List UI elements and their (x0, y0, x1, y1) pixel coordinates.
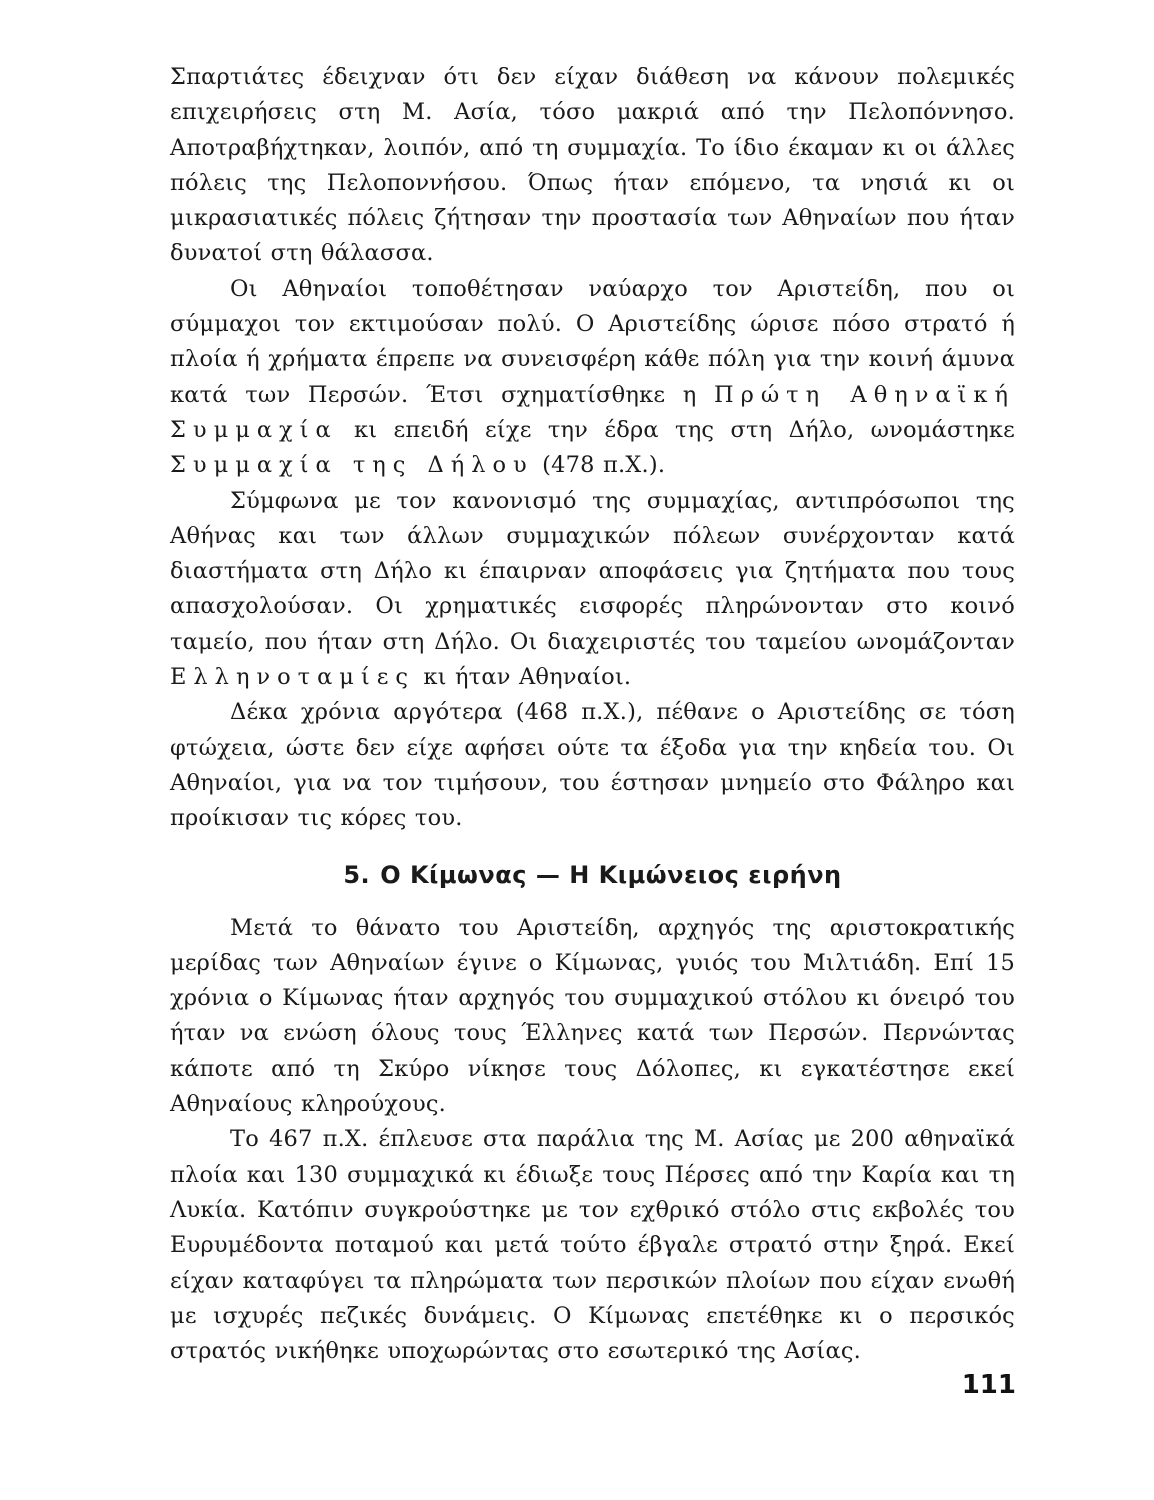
section-number: 5. (343, 860, 371, 889)
term-delian-league: Συμμαχία της Δήλου (170, 452, 534, 479)
paragraph-3-text-c: κι ήταν Αθηναίοι. (423, 664, 632, 691)
paragraph-2-text-a: Οι Αθηναίοι τοποθέτησαν ναύαρχο τον Αριστείδη, που οι σύμμαχοι τον εκτιμούσαν πολύ. Ο Αριστείδης ώρισε πόσο στρατό ή πλοία ή χρήματα έπρεπε να συνεισφέρη κάθε πόλη για την κοινή άμυνα κατά των Περσών. Έτσι σχηματίσθηκε η (170, 275, 1015, 408)
paragraph-1 (170, 60, 1015, 272)
term-hellenotamiai: Ελληνοταμίες (170, 664, 415, 691)
paragraph-1-text: Σπαρτιάτες έδειχναν ότι δεν είχαν διάθεση να κάνουν πολεμικές επιχειρήσεις στη Μ. Ασία, τόσο μακριά από την Πελοπόννησο. Αποτραβήχτηκαν, λοιπόν, από τη συμμαχία. Το ίδιο έκαμαν κι οι άλλες πόλεις της Πελοποννήσου. Όπως ήταν επόμενο, τα νησιά κι οι μικρασιατικές πόλεις ζήτησαν την προστασία των Αθηναίων που ήταν δυνατοί στη θάλασσα. (170, 64, 1015, 267)
section-title: Ο Κίμωνας — Η Κιμώνειος ειρήνη (380, 860, 842, 889)
paragraph-3 (170, 484, 1015, 696)
section-paragraph-2 (170, 1122, 1015, 1369)
paragraph-2-date: (478 π.Χ.). (542, 452, 666, 479)
section-paragraph-2-text: Το 467 π.Χ. έπλευσε στα παράλια της Μ. Ασίας με 200 αθηναϊκά πλοία και 130 συμμαχικά κι έδιωξε τους Πέρσες από την Καρία και τη Λυκία. Κατόπιν συγκρούστηκε με τον εχθρικό στόλο στις εκβολές του Ευρυμέδοντα ποταμού και μετά τούτο έβγαλε στρατό στην ξηρά. Εκεί είχαν καταφύγει τα πληρώματα των περσικών πλοίων που είχαν ενωθή με ισχυρές πεζικές δυνάμεις. Ο Κίμωνας επετέθηκε κι ο περσικός στρατός νικήθηκε υποχωρώντας στο εσωτερικό της Ασίας. (170, 1126, 1015, 1365)
term-first-athenian-alliance: Πρώτη Αθηναϊκή Συμμαχία (170, 381, 1015, 443)
paragraph-2-text-c: κι επειδή είχε την έδρα της στη Δήλο, ωνομάστηκε (353, 416, 1016, 443)
paragraph-4 (170, 695, 1015, 836)
book-page (170, 60, 1015, 1369)
paragraph-2 (170, 272, 1015, 484)
section-paragraph-1 (170, 911, 1015, 1123)
page-number: 111 (961, 1370, 1016, 1400)
paragraph-3-text-a: Σύμφωνα με τον κανονισμό της συμμαχίας, αντιπρόσωποι της Αθήνας και των άλλων συμμαχικών πόλεων συνέρχονταν κατά διαστήματα στη Δήλο κι έπαιρναν αποφάσεις για ζητήματα που τους απασχολούσαν. Οι χρηματικές εισφορές πληρώνονταν στο κοινό ταμείο, που ήταν στη Δήλο. Οι διαχειριστές του ταμείου ωνομάζονταν (170, 487, 1015, 655)
section-heading (170, 857, 1015, 893)
section-paragraph-1-text: Μετά το θάνατο του Αριστείδη, αρχηγός της αριστοκρατικής μερίδας των Αθηναίων έγινε ο Κίμωνας, γυιός του Μιλτιάδη. Επί 15 χρόνια ο Κίμωνας ήταν αρχηγός του συμμαχικού στόλου κι όνειρό του ήταν να ενώση όλους τους Έλληνες κατά των Περσών. Περνώντας κάποτε από τη Σκύρο νίκησε τους Δόλοπες, κι εγκατέστησε εκεί Αθηναίους κληρούχους. (170, 914, 1015, 1118)
paragraph-4-text: Δέκα χρόνια αργότερα (468 π.Χ.), πέθανε ο Αριστείδης σε τόση φτώχεια, ώστε δεν είχε αφήσει ούτε τα έξοδα για την κηδεία του. Οι Αθηναίοι, για να τον τιμήσουν, του έστησαν μνημείο στο Φάληρο και προίκισαν τις κόρες του. (170, 699, 1015, 832)
